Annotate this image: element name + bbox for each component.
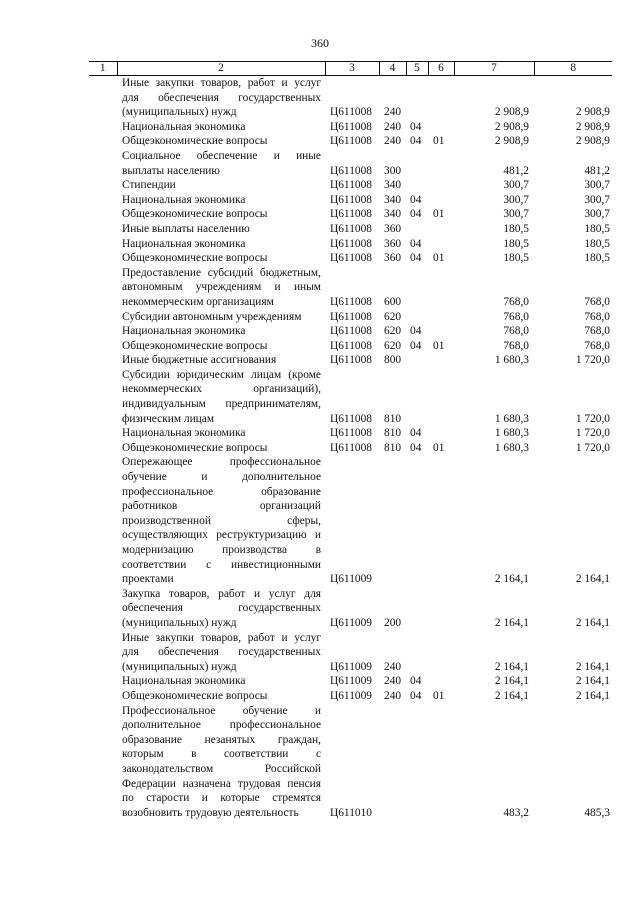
item-name: Общеэкономические вопросы: [122, 252, 268, 265]
amount-year-2: 768,0: [584, 295, 610, 308]
item-name: Национальная экономика: [122, 120, 246, 133]
amount-year-1: 180,5: [503, 222, 529, 235]
row-number-cell: [89, 631, 117, 675]
item-name: Национальная экономика: [122, 675, 246, 688]
subsection-code: [428, 426, 454, 441]
section-code: 04: [410, 441, 422, 454]
target-code: Ц611008: [330, 354, 372, 367]
row-number-cell: [89, 178, 117, 193]
amount-year-1: 300,7: [503, 208, 529, 221]
row-number-cell: [89, 339, 117, 354]
subsection-code: [428, 368, 454, 426]
column-header: 7: [454, 62, 534, 76]
item-name: Национальная экономика: [122, 427, 246, 440]
row-number-cell: [89, 704, 117, 821]
section-code: [406, 76, 428, 120]
item-name: Общеэкономические вопросы: [122, 689, 268, 702]
row-number-cell: [89, 455, 117, 586]
row-number-cell: [89, 441, 117, 456]
subsection-code: [428, 310, 454, 325]
expense-type: 240: [384, 106, 402, 119]
subsection-code: [428, 193, 454, 208]
item-name: Опережающее профессиональное обучение и дополнительное профессиональное образование работников организаций производственной сферы, осуществляющих реструктуризацию и модернизацию производства в соответствии с инвестиционными проектами: [122, 456, 321, 586]
target-code: Ц611008: [330, 222, 372, 235]
amount-year-1: 300,7: [503, 179, 529, 192]
target-code: Ц611008: [330, 339, 372, 352]
target-code: Ц611008: [330, 295, 372, 308]
amount-year-1: 768,0: [503, 295, 529, 308]
amount-year-1: 2 908,9: [494, 106, 529, 119]
item-name: Предоставление субсидий бюджетным, автономным учреждениям и иным некоммерческим организациям: [122, 266, 321, 308]
amount-year-2: 2 908,9: [575, 120, 610, 133]
amount-year-1: 2 164,1: [494, 616, 529, 629]
target-code: Ц611009: [330, 616, 372, 629]
target-code: Ц611008: [330, 164, 372, 177]
section-code: 04: [410, 237, 422, 250]
amount-year-2: 768,0: [584, 339, 610, 352]
amount-year-1: 768,0: [503, 310, 529, 323]
section-code: 04: [410, 193, 422, 206]
table-row: [89, 222, 612, 237]
table-row: [89, 193, 612, 208]
section-code: [406, 178, 428, 193]
subsection-code: [428, 149, 454, 178]
amount-year-2: 180,5: [584, 222, 610, 235]
amount-year-2: 481,2: [584, 164, 610, 177]
subsection-code: [428, 266, 454, 310]
column-header: 8: [534, 62, 612, 76]
subsection-code: 01: [433, 208, 445, 221]
section-code: 04: [410, 252, 422, 265]
section-code: [406, 222, 428, 237]
page-number: 360: [311, 36, 329, 50]
target-code: Ц611008: [330, 237, 372, 250]
subsection-code: [428, 455, 454, 586]
table-row: [89, 251, 612, 266]
row-number-cell: [89, 689, 117, 704]
subsection-code: [428, 222, 454, 237]
section-code: [406, 353, 428, 368]
table-row: [89, 324, 612, 339]
subsection-code: 01: [433, 339, 445, 352]
amount-year-1: 1 680,3: [494, 441, 529, 454]
expense-type: 240: [384, 120, 402, 133]
subsection-code: 01: [433, 252, 445, 265]
expense-type: 620: [384, 339, 402, 352]
amount-year-1: 768,0: [503, 325, 529, 338]
amount-year-1: 2 164,1: [494, 660, 529, 673]
row-number-cell: [89, 353, 117, 368]
expense-type: [379, 455, 406, 586]
expense-type: 800: [384, 354, 402, 367]
target-code: Ц611008: [330, 310, 372, 323]
target-code: Ц611009: [330, 573, 372, 586]
section-code: [406, 368, 428, 426]
expense-type: [379, 704, 406, 821]
table-row: [89, 689, 612, 704]
target-code: Ц611008: [330, 252, 372, 265]
target-code: Ц611008: [330, 441, 372, 454]
target-code: Ц611008: [330, 427, 372, 440]
table-row: [89, 134, 612, 149]
expense-type: 340: [384, 179, 402, 192]
header-row: [89, 62, 612, 76]
table-row: [89, 426, 612, 441]
target-code: Ц611009: [330, 689, 372, 702]
section-code: 04: [410, 120, 422, 133]
expense-type: 340: [384, 208, 402, 221]
item-name: Социальное обеспечение и иные выплаты населению: [122, 149, 321, 177]
item-name: Общеэкономические вопросы: [122, 135, 268, 148]
table-row: [89, 266, 612, 310]
table-body: [89, 76, 612, 821]
amount-year-2: 2 164,1: [575, 573, 610, 586]
table-row: [89, 455, 612, 586]
expense-type: 620: [384, 310, 402, 323]
item-name: Иные выплаты населению: [122, 222, 250, 235]
amount-year-2: 300,7: [584, 193, 610, 206]
row-number-cell: [89, 324, 117, 339]
column-header: 6: [428, 62, 454, 76]
amount-year-1: 1 680,3: [494, 412, 529, 425]
row-number-cell: [89, 222, 117, 237]
amount-year-1: 300,7: [503, 193, 529, 206]
budget-table: [89, 61, 612, 820]
section-code: [406, 310, 428, 325]
section-code: [406, 587, 428, 631]
section-code: 04: [410, 675, 422, 688]
amount-year-2: 768,0: [584, 310, 610, 323]
amount-year-2: 2 164,1: [575, 616, 610, 629]
table-row: [89, 704, 612, 821]
column-header: 5: [406, 62, 428, 76]
amount-year-2: 2 908,9: [575, 135, 610, 148]
expense-type: 810: [384, 441, 402, 454]
table-row: [89, 149, 612, 178]
row-number-cell: [89, 76, 117, 120]
section-code: 04: [410, 325, 422, 338]
amount-year-2: 1 720,0: [575, 427, 610, 440]
expense-type: 240: [384, 675, 402, 688]
amount-year-1: 483,2: [503, 806, 529, 819]
subsection-code: 01: [433, 689, 445, 702]
target-code: Ц611009: [330, 675, 372, 688]
expense-type: 300: [384, 164, 402, 177]
section-code: 04: [410, 208, 422, 221]
expense-type: 620: [384, 325, 402, 338]
item-name: Общеэкономические вопросы: [122, 339, 268, 352]
target-code: Ц611008: [330, 135, 372, 148]
target-code: Ц611008: [330, 193, 372, 206]
row-number-cell: [89, 587, 117, 631]
table-row: [89, 587, 612, 631]
row-number-cell: [89, 426, 117, 441]
amount-year-2: 300,7: [584, 179, 610, 192]
amount-year-1: 2 164,1: [494, 689, 529, 702]
subsection-code: [428, 120, 454, 135]
section-code: [406, 704, 428, 821]
table-row: [89, 310, 612, 325]
subsection-code: [428, 674, 454, 689]
target-code: Ц611010: [330, 806, 372, 819]
expense-type: 240: [384, 660, 402, 673]
section-code: 04: [410, 689, 422, 702]
expense-type: 360: [384, 237, 402, 250]
subsection-code: [428, 237, 454, 252]
subsection-code: [428, 324, 454, 339]
item-name: Профессиональное обучение и дополнительное профессиональное образование незанятых граждан, которым в соответствии с законодательством Российской Федерации назначена трудовая пенсия по старости и которые стремятся возобновить трудовую деятельность: [122, 704, 321, 819]
row-number-cell: [89, 237, 117, 252]
row-number-cell: [89, 193, 117, 208]
item-name: Субсидии юридическим лицам (кроме некоммерческих организаций), индивидуальным предпринимателям, физическим лицам: [122, 368, 321, 425]
row-number-cell: [89, 149, 117, 178]
section-code: [406, 631, 428, 675]
section-code: [406, 266, 428, 310]
amount-year-1: 2 908,9: [494, 135, 529, 148]
target-code: Ц611008: [330, 106, 372, 119]
subsection-code: [428, 178, 454, 193]
table-row: [89, 178, 612, 193]
amount-year-1: 1 680,3: [494, 354, 529, 367]
amount-year-2: 1 720,0: [575, 354, 610, 367]
item-name: Национальная экономика: [122, 237, 246, 250]
expense-type: 600: [384, 295, 402, 308]
table-row: [89, 368, 612, 426]
amount-year-2: 180,5: [584, 237, 610, 250]
subsection-code: 01: [433, 441, 445, 454]
column-header: 2: [117, 62, 325, 76]
row-number-cell: [89, 120, 117, 135]
amount-year-1: 180,5: [503, 237, 529, 250]
item-name: Иные закупки товаров, работ и услуг для обеспечения государственных (муниципальных) нужд: [122, 77, 321, 119]
target-code: Ц611008: [330, 120, 372, 133]
row-number-cell: [89, 310, 117, 325]
target-code: Ц611009: [330, 660, 372, 673]
table-row: [89, 76, 612, 120]
subsection-code: [428, 631, 454, 675]
table-row: [89, 353, 612, 368]
row-number-cell: [89, 368, 117, 426]
amount-year-1: 2 164,1: [494, 675, 529, 688]
amount-year-2: 2 164,1: [575, 660, 610, 673]
row-number-cell: [89, 134, 117, 149]
column-header: 4: [379, 62, 406, 76]
expense-type: 360: [384, 222, 402, 235]
table-row: [89, 120, 612, 135]
expense-type: 360: [384, 252, 402, 265]
amount-year-1: 2 908,9: [494, 120, 529, 133]
table-row: [89, 339, 612, 354]
amount-year-2: 2 164,1: [575, 689, 610, 702]
target-code: Ц611008: [330, 325, 372, 338]
subsection-code: [428, 76, 454, 120]
table-row: [89, 207, 612, 222]
section-code: 04: [410, 135, 422, 148]
target-code: Ц611008: [330, 179, 372, 192]
table-row: [89, 237, 612, 252]
amount-year-2: 768,0: [584, 325, 610, 338]
expense-type: 810: [384, 427, 402, 440]
item-name: Общеэкономические вопросы: [122, 208, 268, 221]
item-name: Национальная экономика: [122, 325, 246, 338]
item-name: Национальная экономика: [122, 193, 246, 206]
expense-type: 200: [384, 616, 402, 629]
section-code: 04: [410, 339, 422, 352]
item-name: Иные закупки товаров, работ и услуг для обеспечения государственных (муниципальных) нужд: [122, 631, 321, 673]
target-code: Ц611008: [330, 412, 372, 425]
item-name: Субсидии автономным учреждениям: [122, 310, 302, 323]
amount-year-1: 768,0: [503, 339, 529, 352]
amount-year-2: 2 164,1: [575, 675, 610, 688]
table-row: [89, 441, 612, 456]
subsection-code: [428, 587, 454, 631]
amount-year-2: 2 908,9: [575, 106, 610, 119]
item-name: Иные бюджетные ассигнования: [122, 354, 277, 367]
row-number-cell: [89, 674, 117, 689]
amount-year-1: 1 680,3: [494, 427, 529, 440]
table-row: [89, 674, 612, 689]
amount-year-2: 1 720,0: [575, 412, 610, 425]
expense-type: 810: [384, 412, 402, 425]
amount-year-1: 2 164,1: [494, 573, 529, 586]
amount-year-2: 300,7: [584, 208, 610, 221]
column-header: 3: [325, 62, 379, 76]
amount-year-2: 180,5: [584, 252, 610, 265]
section-code: 04: [410, 427, 422, 440]
subsection-code: 01: [433, 135, 445, 148]
row-number-cell: [89, 266, 117, 310]
section-code: [406, 149, 428, 178]
column-header: 1: [89, 62, 117, 76]
item-name: Стипендии: [122, 179, 176, 192]
subsection-code: [428, 704, 454, 821]
amount-year-2: 1 720,0: [575, 441, 610, 454]
row-number-cell: [89, 207, 117, 222]
table-row: [89, 631, 612, 675]
amount-year-1: 481,2: [503, 164, 529, 177]
subsection-code: [428, 353, 454, 368]
expense-type: 340: [384, 193, 402, 206]
item-name: Общеэкономические вопросы: [122, 441, 268, 454]
expense-type: 240: [384, 689, 402, 702]
row-number-cell: [89, 251, 117, 266]
item-name: Закупка товаров, работ и услуг для обеспечения государственных (муниципальных) нужд: [122, 587, 321, 629]
expense-type: 240: [384, 135, 402, 148]
target-code: Ц611008: [330, 208, 372, 221]
section-code: [406, 455, 428, 586]
amount-year-2: 485,3: [584, 806, 610, 819]
amount-year-1: 180,5: [503, 252, 529, 265]
